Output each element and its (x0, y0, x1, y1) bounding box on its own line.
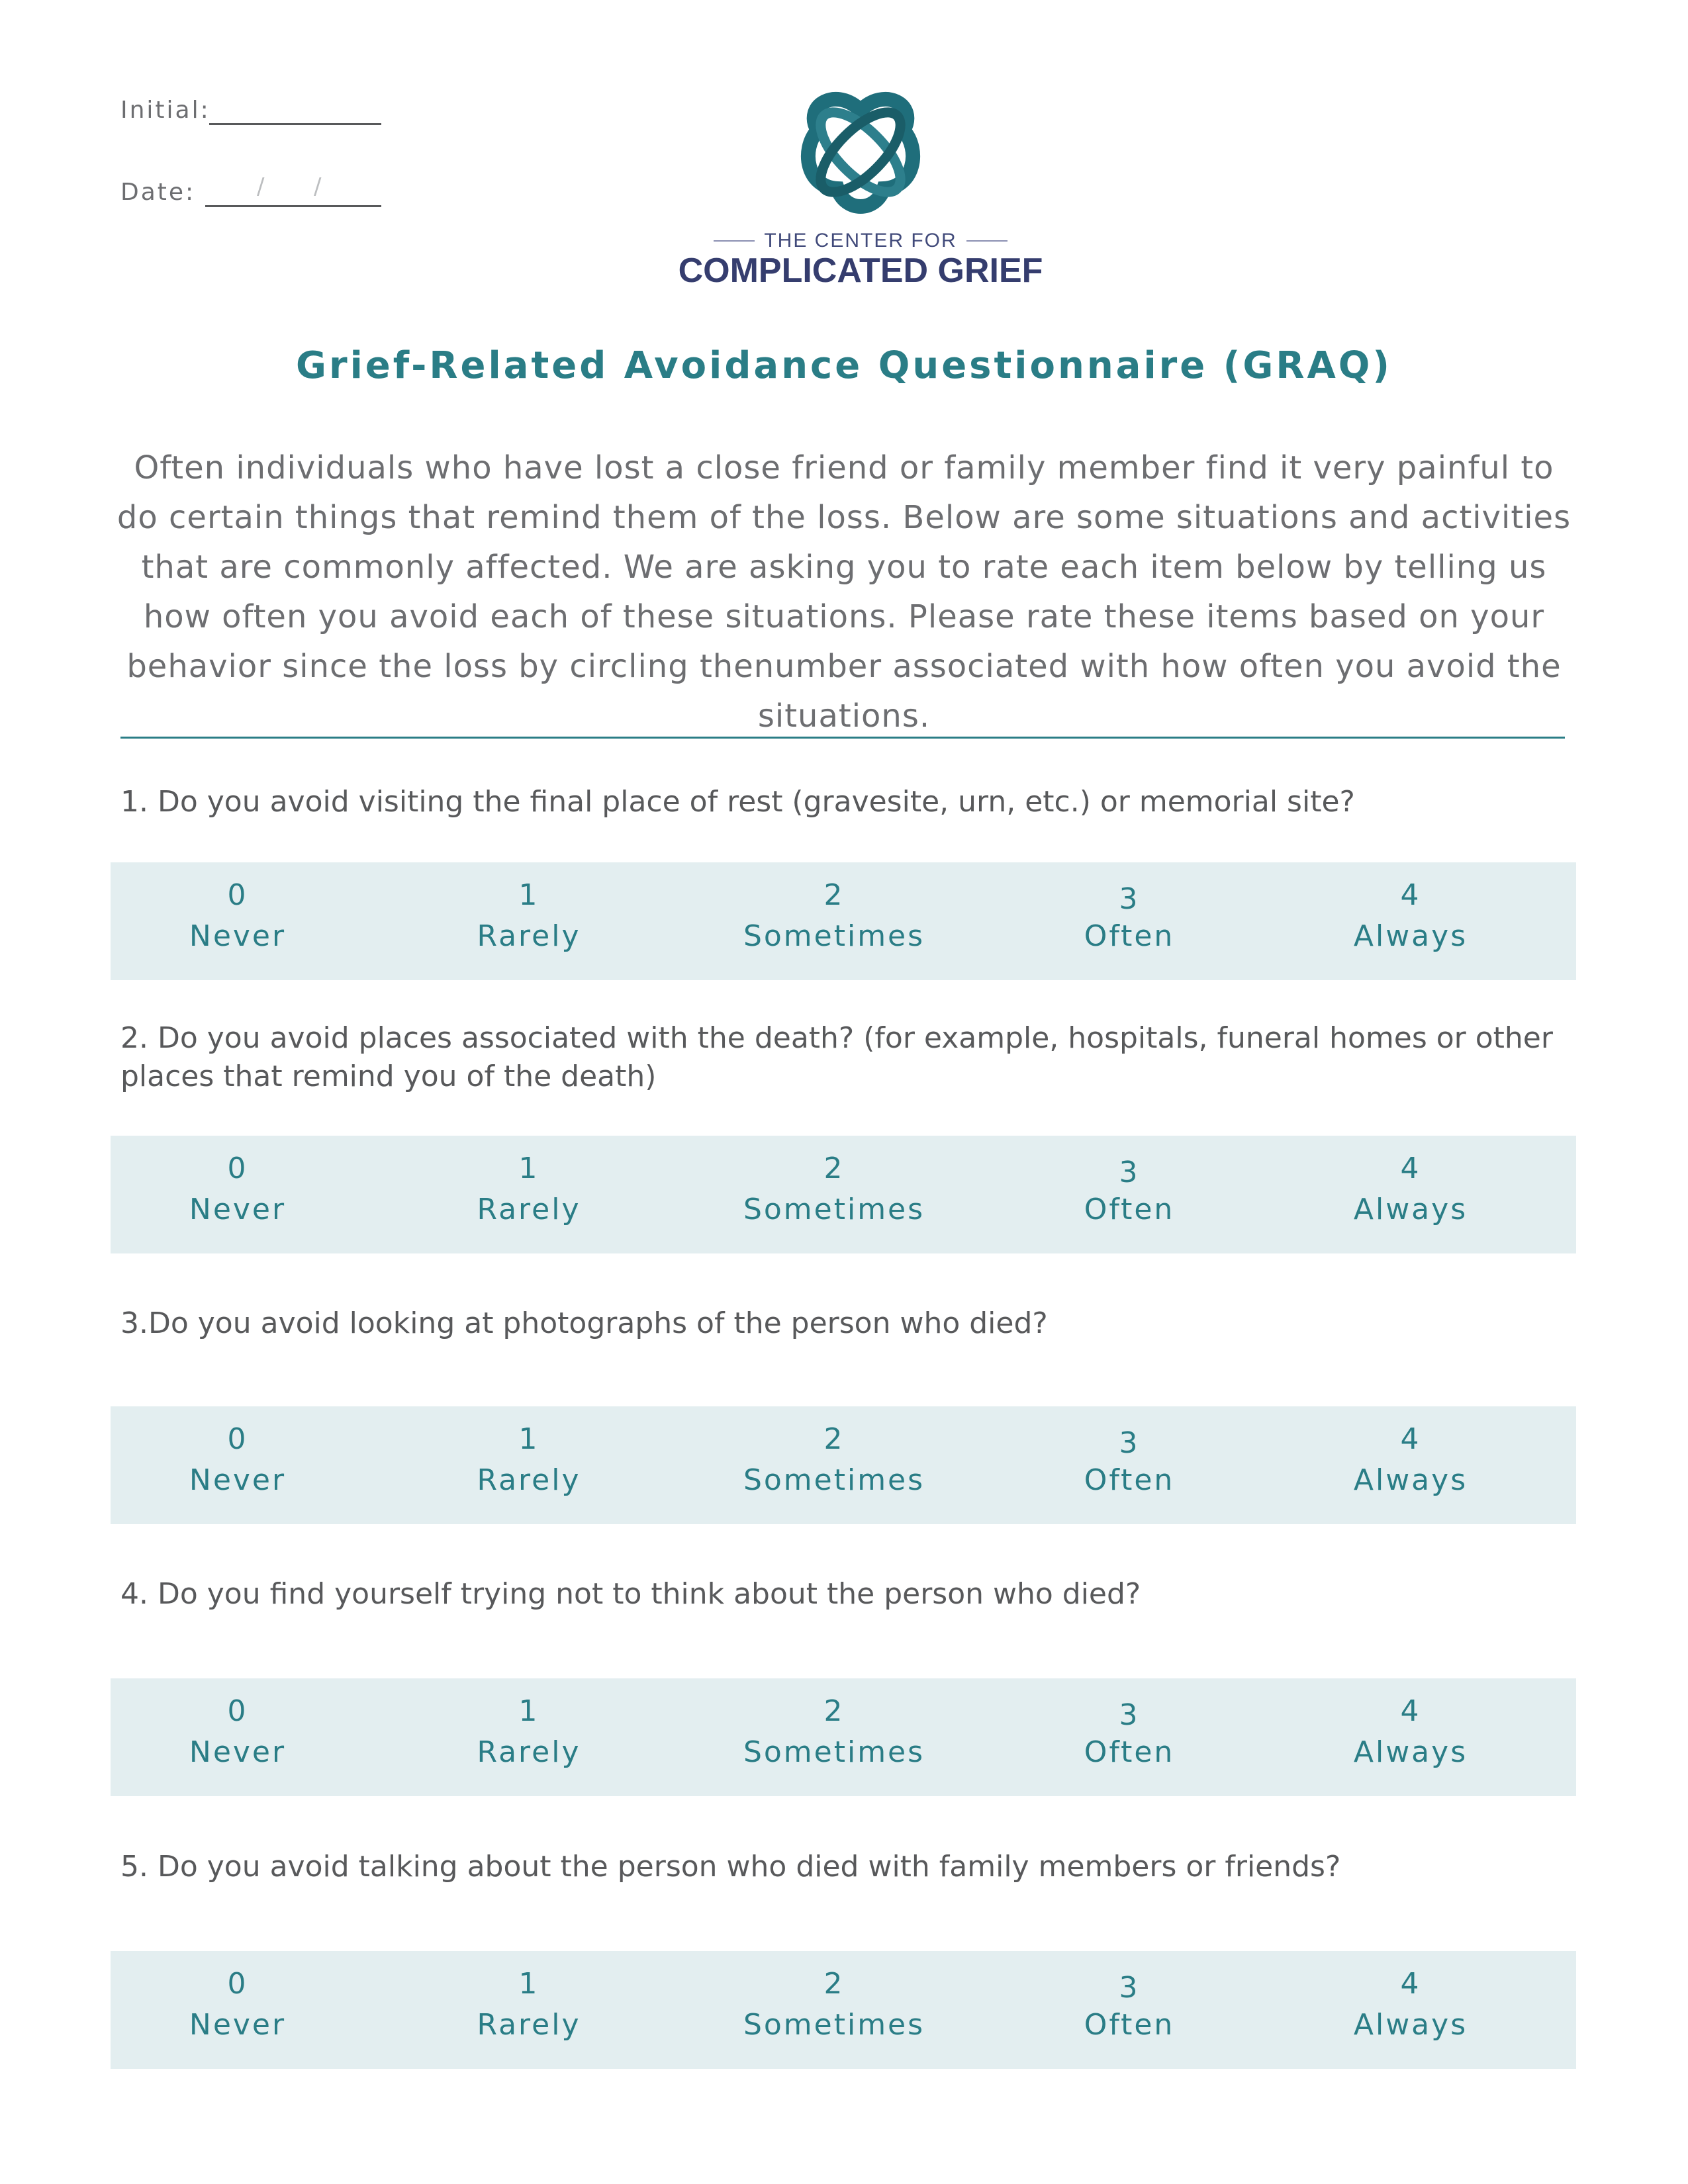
date-line[interactable] (205, 205, 381, 207)
page-title: Grief-Related Avoidance Questionnaire (GRAQ) (296, 344, 1392, 387)
initial-field[interactable] (120, 97, 211, 124)
initial-label: Initial: (120, 97, 211, 124)
date-field[interactable] (120, 173, 322, 206)
knot-icon (798, 89, 923, 215)
question-3: 3.Do you avoid looking at photographs of the person who died? (120, 1306, 1048, 1340)
question-5: 5. Do you avoid talking about the person who died with family members or friends? (120, 1850, 1341, 1884)
initial-line[interactable] (209, 123, 381, 125)
logo-top-line: THE CENTER FOR (662, 230, 1059, 252)
date-separator: / (257, 173, 265, 200)
logo (662, 89, 1059, 291)
question-4: 4. Do you find yourself trying not to think about the person who died? (120, 1577, 1141, 1611)
rating-scale-2: 0 Never 1 Rarely 2 Sometimes 3 Often 4 Always (111, 1136, 1576, 1253)
date-label: Date: (120, 179, 196, 206)
date-separator: / (314, 173, 322, 200)
divider (120, 737, 1565, 739)
rating-scale-5: 0 Never 1 Rarely 2 Sometimes 3 Often 4 Always (111, 1951, 1576, 2069)
rating-scale-4: 0 Never 1 Rarely 2 Sometimes 3 Often 4 Always (111, 1678, 1576, 1796)
intro-paragraph: Often individuals who have lost a close friend or family member find it very painful to do certain things that remind them of the loss. Below are some situations and activities that are commonly affected. We are asking you to rate each item below by telling us how often you avoid each of these situations. Please rate these items based on your behavior since the loss by circling thenumber associated with how often you avoid the situations. (117, 449, 1571, 735)
question-1: 1. Do you avoid visiting the final place of rest (gravesite, urn, etc.) or memorial site? (120, 785, 1355, 819)
rating-scale-3: 0 Never 1 Rarely 2 Sometimes 3 Often 4 Always (111, 1406, 1576, 1524)
logo-brand: COMPLICATED GRIEF (678, 251, 1043, 290)
rating-scale-1: 0 Never 1 Rarely 2 Sometimes 3 Often 4 Always (111, 862, 1576, 980)
question-2: 2. Do you avoid places associated with the death? (for example, hospitals, funeral homes or other places that remind you of the death) (120, 1021, 1553, 1093)
